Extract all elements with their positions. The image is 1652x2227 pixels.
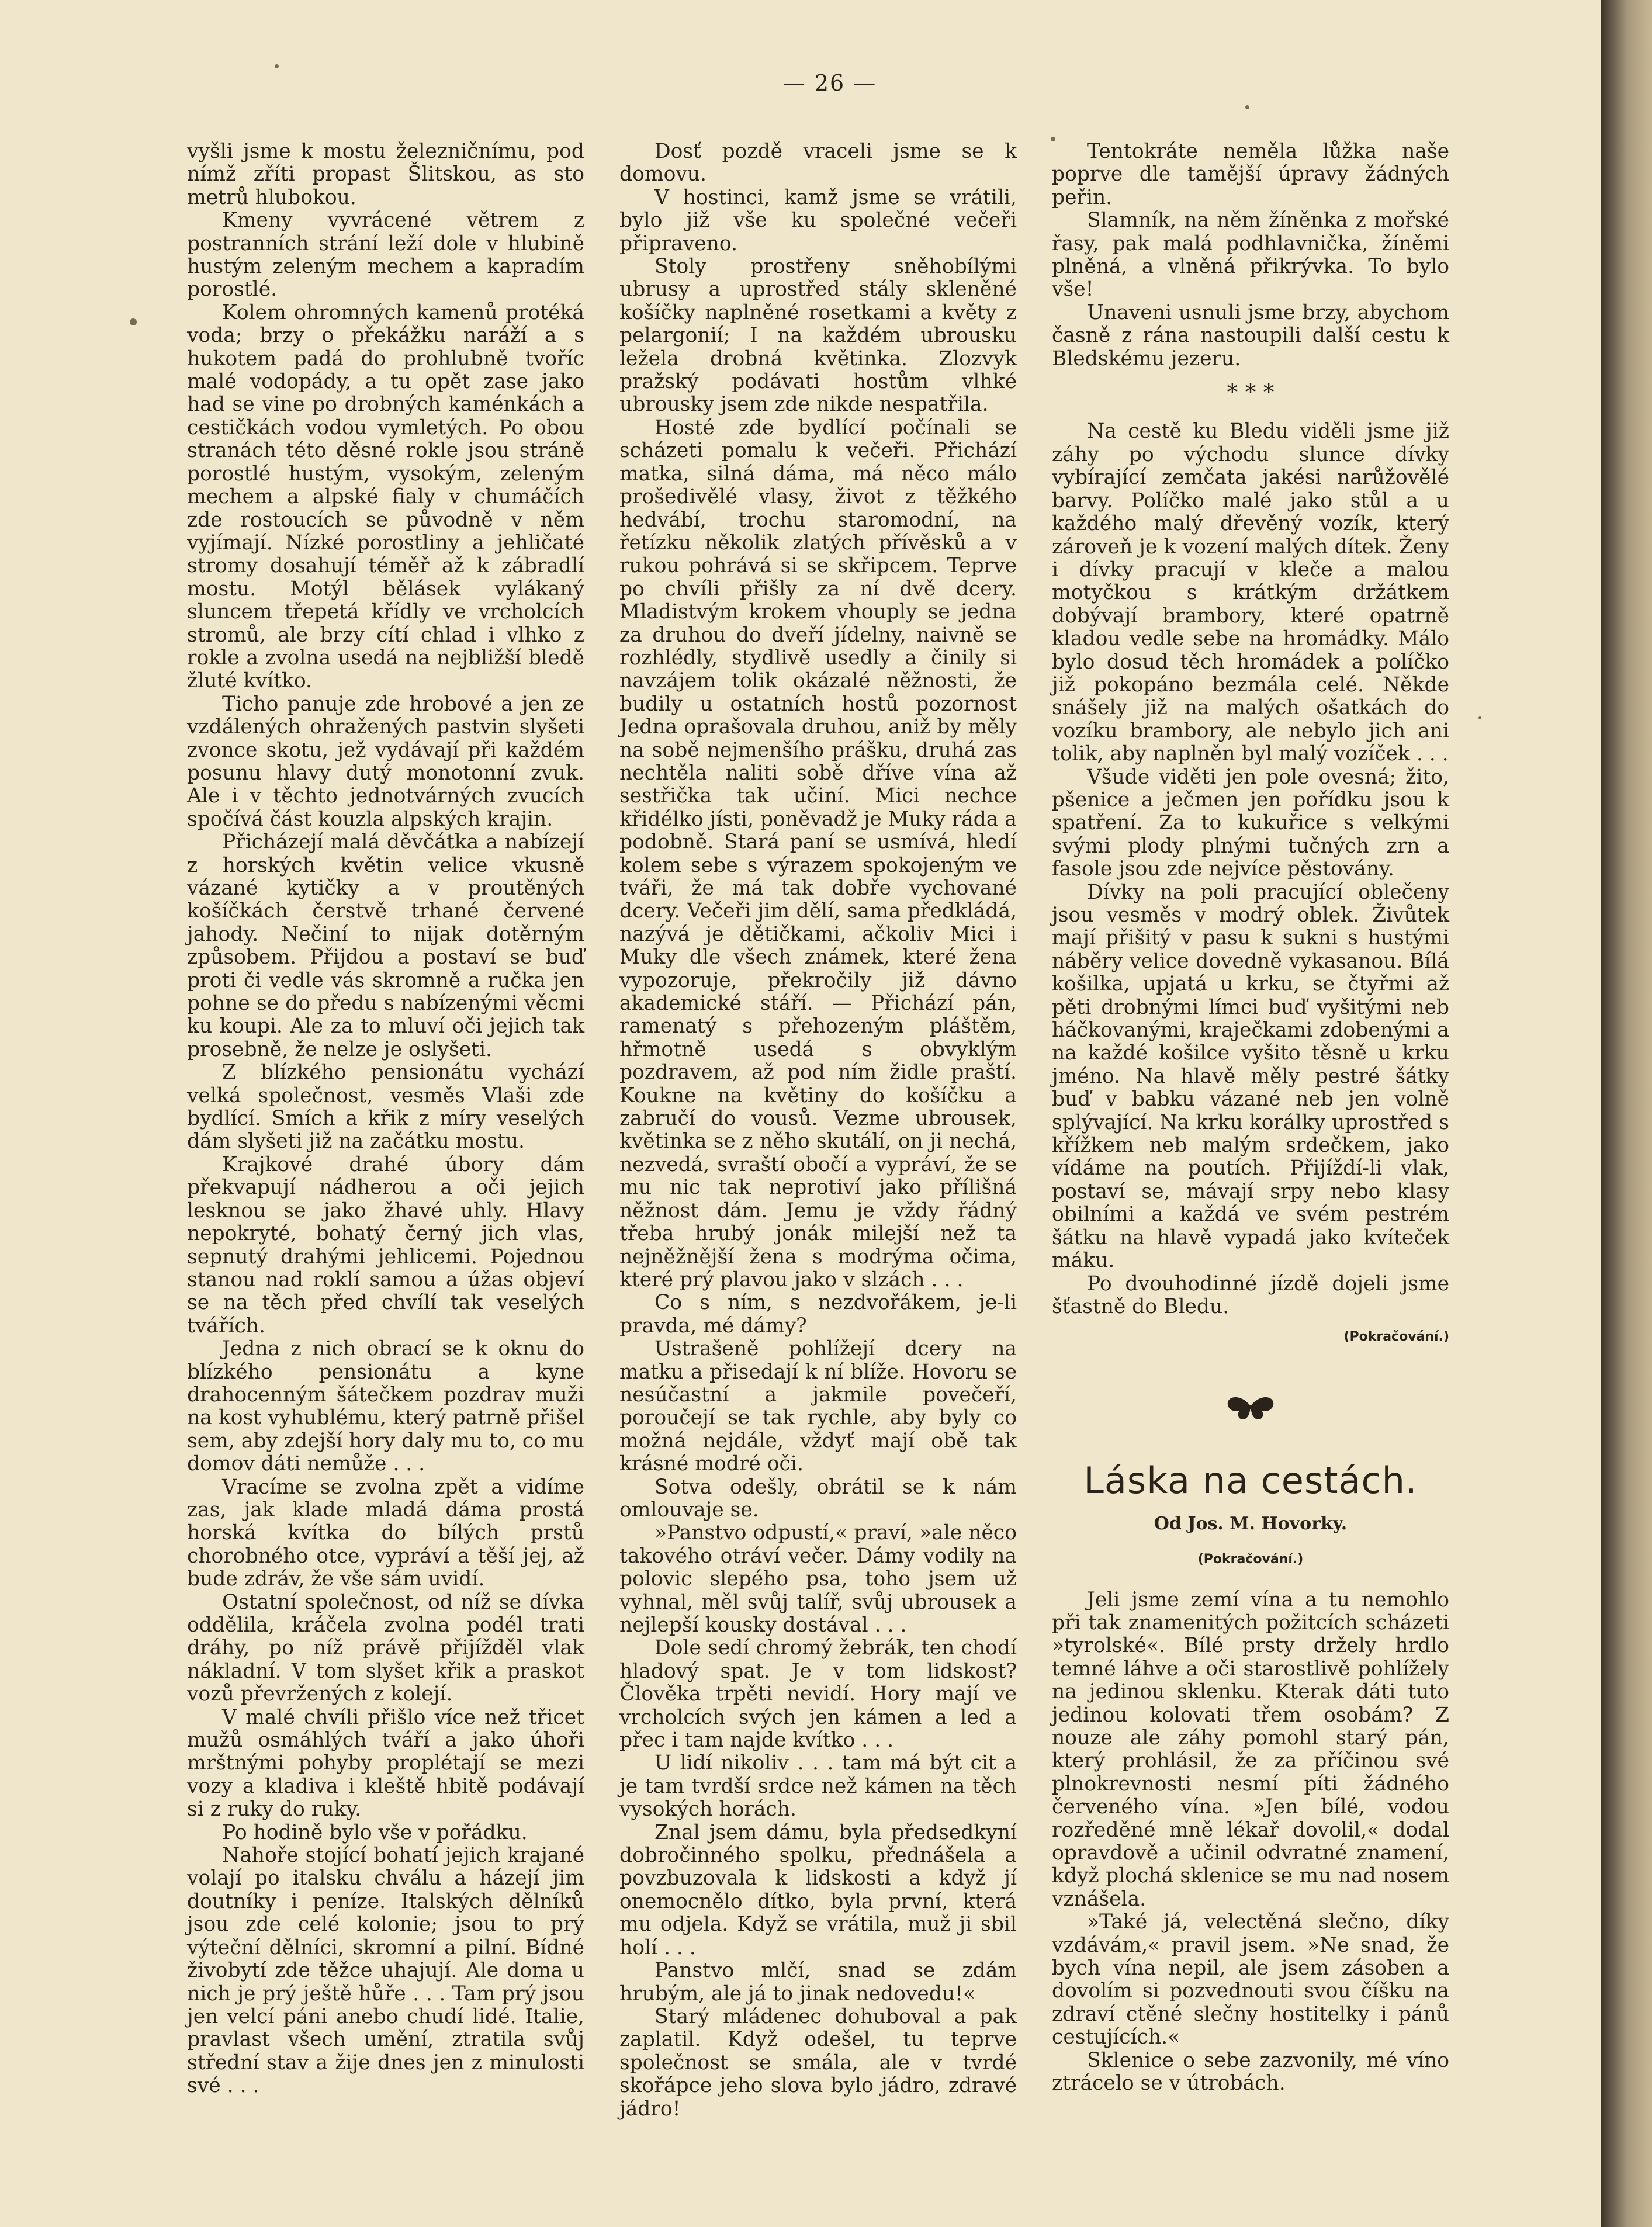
- paper-speck: [1245, 105, 1249, 109]
- column-middle: [619, 140, 1017, 2121]
- paragraph: V malé chvíli přišlo více než třicet mužů osmáhlých tváří a jako úhoři mrštnými pohyby proplétají se mezi vozy a kladiva i kleště hbitě podávají si z ruky do ruky.: [187, 1705, 584, 1821]
- paragraph: Jedna z nich obrací se k oknu do blízkého pensionátu a kyne drahocenným šátečkem pozdrav muži na kost vyhublému, který patrně přišel sem, aby zdejší hory daly mu to, co mu domov dáti nemůže . . .: [187, 1337, 584, 1476]
- paragraph: Krajkové drahé úbory dám překvapují nádherou a oči jejich lesknou se jako žhavé uhly. Hlavy nepokryté, bohatý černý jich vlas, sepnutý drahými jehlicemi. Pojednou stanou nad roklí samou a úžas objeví se na těch před chvílí tak veselých tvářích.: [187, 1152, 584, 1338]
- paragraph: Dole sedí chromý žebrák, ten chodí hladový spat. Je v tom lidskost? Člověka trpěti nevidí. Hory mají ve vrcholcích svých jen kámen a led a přec i tam najde kvítko . . .: [619, 1636, 1017, 1752]
- paragraph: Kmeny vyvrácené větrem z postranních strání leží dole v hlubině hustým zeleným mechem a kapradím porostlé.: [187, 209, 584, 302]
- paragraph: Hosté zde bydlící počínali se scházeti pomalu k večeři. Přichází matka, silná dáma, má něco málo prošedivělé vlasy, život z těžkého hedvábí, trochu staromodní, na řetízku několik zlatých přívěsků a v rukou pohrává si se skřipcem. Teprve po chvíli přišly za ní dvě dcery. Mladistvým krokem vhouply se jedna za druhou do dveří jídelny, naivně se rozhlédly, stydlivě usedly a činily si navzájem tolik okázalé něžnosti, že budily u ostatních hostů pozornost Jedna oprašovala druhou, aniž by měly na sobě nejmenšího prášku, druhá zas nechtěla naliti sobě dříve vína až sestřička tak učiní. Mici nechce křidélko jísti, poněvadž je Muky ráda a podobně. Stará paní se usmívá, hledí kolem sebe s výrazem spokojeným ve tváři, že má tak dobře vychované dcery. Večeři jim dělí, sama předkládá, nazývá je dětičkami, ačkoliv Mici i Muky dle všech známek, které žena vypozoruje, překročily již dávno akademické stáří. — Přichází pán, ramenatý s přehozeným pláštěm, hřmotně usedá s obvyklým pozdravem, až pod ním židle praští. Koukne na květiny do košíčku a zabručí do vousů. Vezme ubrousek, květinka se z něho skutálí, on ji nechá, nezvedá, svraští obočí a vypráví, že se mu nic tak neprotiví jako přílišná něžnost dám. Jemu je vždy řádný třeba hrubý jonák milejší než ta nejněžnější žena s modrýma očima, které prý plavou jako v slzách . . .: [619, 415, 1017, 1291]
- story-title: Láska na cestách.: [1083, 1459, 1418, 1502]
- paragraph: »Také já, velectěná slečno, díky vzdávám,« pravil jsem. »Ne snad, že bych vína nepil, ale jsem zásoben a dovolím si pozvednouti svou číšku na zdraví ctěné slečny hostitelky i pánů cestujících.«: [1052, 1910, 1449, 2049]
- paragraph: Sotva odešly, obrátil se k nám omlouvaje se.: [619, 1475, 1017, 1522]
- paragraph: Starý mládenec dohuboval a pak zaplatil. Když odešel, tu teprve společnost se smála, ale v tvrdé skořápce jeho slova bylo jádro, zdravé jádro!: [619, 2004, 1017, 2121]
- paragraph: Sklenice o sebe zazvonily, mé víno ztrácelo se v útrobách.: [1052, 2048, 1449, 2096]
- paragraph: Co s ním, s nezdvořákem, je-li pravda, mé dámy?: [619, 1291, 1017, 1338]
- story-continued-note: (Pokračování.): [1197, 1552, 1304, 1567]
- paragraph: Znal jsem dámu, byla předsedkyní dobročinného spolku, přednášela a povzbuzovala k lidskosti a když jí onemocnělo dítko, byla první, která mu odjela. Když se vrátila, muž ji sbil holí . . .: [619, 1820, 1017, 1959]
- paragraph: Ostatní společnost, od níž se dívka oddělila, kráčela zvolna podél trati dráhy, po níž právě přijížděl vlak nákladní. V tom slyšet křik a praskot vozů převržených z kolejí.: [187, 1590, 584, 1706]
- paragraph: Po dvouhodinné jízdě dojeli jsme šťastně do Bledu.: [1052, 1272, 1449, 1318]
- paragraph: Z blízkého pensionátu vychází velká společnost, vesměs Vlaši zde bydlící. Smích a křik z míry veselých dám slyšeti již na začátku mostu.: [187, 1061, 584, 1154]
- paragraph: Tentokráte neměla lůžka naše poprve dle tamější úpravy žádných peřin.: [1052, 140, 1449, 209]
- paragraph: Slamník, na něm žíněnka z mořské řasy, pak malá podhlavnička, žíněmi plněná, a vlněná přikrývka. To bylo vše!: [1052, 209, 1449, 302]
- paper-speck: [275, 64, 279, 68]
- paragraph: V hostinci, kamž jsme se vrátili, bylo již vše ku společné večeři připraveno.: [619, 185, 1017, 255]
- paragraph: Ustrašeně pohlížejí dcery na matku a přisedají k ní blíže. Hovoru se nesúčastní a jakmile povečeří, poroučejí se tak rychle, aby byly co možná nejdále, vždyť mají obě tak krásné modré oči.: [619, 1337, 1017, 1476]
- paper-speck: [130, 318, 137, 325]
- paragraph: Ticho panuje zde hrobové a jen ze vzdálených ohražených pastvin slyšeti zvonce skotu, jež vydávají při každém posunu hlavy dutý monotonní zvuk. Ale i v těchto jednotvárných zvucích spočívá část kouzla alpských krajin.: [187, 692, 584, 831]
- paragraph: Přicházejí malá děvčátka a nabízejí z horských květin velice vkusně vázané kytičky a v proutěných košíčkách čerstvě trhané červené jahody. Nečiní to nijak dotěrným způsobem. Přijdou a postaví se buď proti či vedle vás skromně a ručka jen pohne se do předu s nabízenými věcmi ku koupi. Ale za to mluví oči jejich tak prosebně, že nelze je oslyšeti.: [187, 830, 584, 1061]
- paragraph: Nahoře stojící bohatí jejich krajané volají po italsku chválu a házejí jim doutníky i peníze. Italských dělníků jsou zde celé kolonie; jsou to prý výteční dělníci, skromní a pilní. Bídné živobytí zde těžce uhajují. Ale doma u nich je prý ještě hůře . . . Tam prý jsou jen velcí páni anebo chudí lidé. Italie, pravlast všech umění, ztratila svůj střední stav a žije dnes jen z minulosti své . . .: [187, 1844, 584, 2098]
- paragraph: Unaveni usnuli jsme brzy, abychom časně z rána nastoupili další cestu k Bledskému jezeru.: [1052, 300, 1449, 370]
- story-byline: Od Jos. M. Hovorky.: [1154, 1513, 1348, 1534]
- binding-edge: [1601, 0, 1652, 2227]
- paragraph: »Panstvo odpustí,« praví, »ale něco takového otráví večer. Dámy vodily na polovic slepého psa, toho jsem už vyhnal, měl svůj talíř, svůj ubrousek a nejlepší kousky dostával . . .: [619, 1521, 1017, 1637]
- column-left: [187, 140, 584, 2098]
- page-number: — 26 —: [782, 70, 877, 96]
- ornament-icon: [1224, 1390, 1277, 1425]
- paragraph: Kolem ohromných kamenů protéká voda; brzy o překážku naráží a s hukotem padá do prohlubně tvoříc malé vodopády, a tu opět zase jako had se vine po drobných kaménkách a cestičkách vodou vymletých. Po obou stranách této děsné rokle jsou stráně porostlé hustým, vysokým, zeleným mechem a alpské fialy v chumáčích zde rostoucích se původně v něm vyjímají. Nízké porostliny a jehličaté stromy dosahují téměř až k zábradlí mostu. Motýl bělásek vylákaný sluncem třepetá křídly ve vrcholcích stromů, ale brzy cítí chlad i vlhko z rokle a zvolna usedá na nejbližší bledě žluté kvítko.: [187, 300, 584, 693]
- paragraph: Na cestě ku Bledu viděli jsme již záhy po východu slunce dívky vybírající zemčata jakési narůžovělé barvy. Políčko malé jako stůl a u každého malý dřevěný vozík, který zároveň je k vození malých dítek. Ženy i dívky pracují v kleče a malou motyčkou s krátkým držátkem dobývají brambory, které opatrně kladou vedle sebe na hromádky. Málo bylo dosud těch hromádek a políčko již pokopáno bezmála celé. Někde snášely již na malých ošatkách do vozíku brambory, ale nebylo jich ani tolik, aby naplněn byl malý vozíček . . .: [1052, 420, 1449, 766]
- paragraph: Dosť pozdě vraceli jsme se k domovu.: [619, 140, 1017, 186]
- paper-speck: [1478, 716, 1481, 719]
- paragraph: U lidí nikoliv . . . tam má být cit a je tam tvrdší srdce než kámen na těch vysokých horách.: [619, 1751, 1017, 1821]
- paragraph: Stoly prostřeny sněhobílými ubrusy a uprostřed stály skleněné košíčky naplněné rosetkami a květy z pelargonií; I na každém ubrousku ležela drobná květinka. Zlozvyk pražský podávati hostům vlhké ubrousky jsem zde nikde nespatřila.: [619, 255, 1017, 417]
- paper-speck: [1051, 137, 1055, 141]
- paragraph: Vracíme se zvolna zpět a vidíme zas, jak klade mladá dáma prostá horská kvítka do bílých prstů chorobného otce, vypráví a těší jej, až bude zdráv, že vše sám uvidí.: [187, 1475, 584, 1591]
- continued-note: (Pokračování.): [1343, 1329, 1449, 1345]
- paragraph: Dívky na poli pracující oblečeny jsou vesměs v modrý oblek. Živůtek mají přišitý v pasu k sukni s hustými náběry velice dovedně vykasanou. Bílá košilka, upjatá u krku, se čtyřmi až pěti drobnými límci buď vyšitými neb háčkovanými, kraječkami zdobenými a na každé košilce vyšito těsně u krku jméno. Na hlavě měly pestré šátky buď v babku vázané neb jen volně splývající. Na krku korálky uprostřed s křížkem neb malým srdečkem, jako vídáme na poutích. Přijíždí-li vlak, postaví se, mávají srpy nebo klasy obilními a každá ve svém pestrém šátku na hlavě vypadá jako kvíteček máku.: [1052, 880, 1449, 1273]
- section-break-stars: * * *: [1227, 379, 1275, 406]
- paragraph: Panstvo mlčí, snad se zdám hrubým, ale já to jinak nedovedu!«: [619, 1959, 1017, 2006]
- paragraph: Všude viděti jen pole ovesná; žito, pšenice a ječmen jen pořídku jsou k spatření. Za to kukuřice s velkými svými plody plnými tučných zrn a fasole jsou zde nejvíce pěstovány.: [1052, 765, 1449, 881]
- paragraph: Jeli jsme zemí vína a tu nemohlo při tak znamenitých požitcích scházeti »tyrolské«. Bílé prsty držely hrdlo temné láhve a oči starostlivě pohlížely na jedinou sklenku. Kterak dáti tuto jedinou kolovati třem osobám? Z nouze ale záhy pomohl starý pán, který prohlásil, že za příčinou své plnokrevnosti nesmí píti žádného červeného vína. »Jen bílé, vodou rozředěné mně lékař dovolil,« dodal opravdově a učinil odvratné znamení, když plochá sklenice se mu nad nosem vznášela.: [1052, 1588, 1449, 1911]
- paragraph: vyšli jsme k mostu železničnímu, pod nímž zříti propast Šlitskou, as sto metrů hlubokou.: [187, 140, 584, 209]
- paragraph: Po hodině bylo vše v pořádku.: [222, 1820, 528, 1844]
- column-right: [1052, 140, 1449, 2095]
